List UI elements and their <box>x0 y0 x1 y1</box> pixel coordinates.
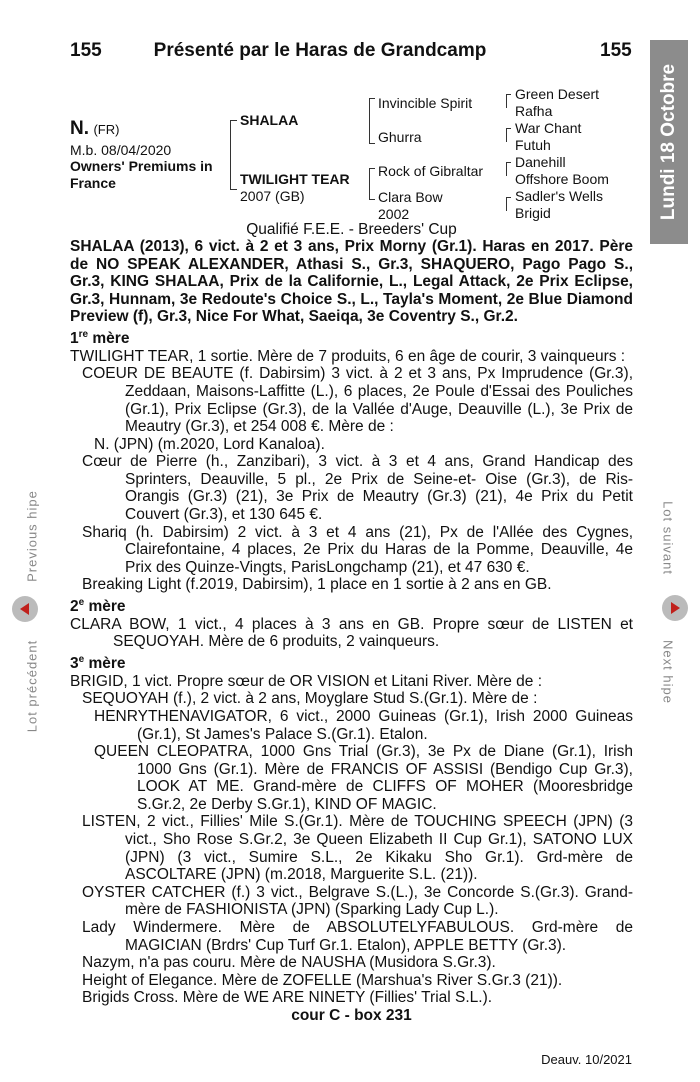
qualification-line: Qualifié F.E.E. - Breeders' Cup <box>246 221 457 238</box>
stable-box: cour C - box 231 <box>291 1007 412 1024</box>
bracket-line <box>369 143 375 144</box>
progeny-oyster-catcher: OYSTER CATCHER (f.) 3 vict., Belgrave S.(L.), 3e Concorde S.(Gr.3). Grand-mère de FASHIONISTA (JPN) (Sparking Lady Cup L.). <box>82 883 633 919</box>
second-dam-entry: CLARA BOW, 1 vict., 4 places à 3 ans en GB. Propre sœur de LISTEN et SEQUOYAH. Mère de 6 produits, 2 vainqueurs. <box>70 615 633 651</box>
bracket-line <box>506 162 507 176</box>
next-lot-button[interactable] <box>662 595 688 621</box>
great-grandparent-2: Rafha <box>515 103 553 119</box>
sale-reference: Deauv. 10/2021 <box>541 1052 632 1067</box>
dam-name: TWILIGHT TEAR <box>240 171 350 187</box>
section-first-dam <box>70 326 633 348</box>
sire-paragraph: SHALAA (2013), 6 vict. à 2 et 3 ans, Prix Morny (Gr.1). Haras en 2017. Père de NO SPEAK ALEXANDER, Athasi S., Gr.3, SHAQUERO, Pago Pago S., Gr.3, KING SHALAA, Prix de la Californie, L., Legal Attack, 2e Prix Eclipse, Gr.3, Hunnam, 3e Redoute's Choice S., L., Tayla's Moment, 2e Blue Diamond Preview (f), Gr.3, Nice For What, Saeiqa, 3e Coventry S., Gr.2. <box>70 238 633 326</box>
progeny-sequoyah: SEQUOYAH (f.), 2 vict. à 2 ans, Moyglare Stud S.(Gr.1). Mère de : <box>82 690 538 708</box>
previous-lot-fr-label: Lot précédent <box>24 639 40 733</box>
section-third-dam <box>70 651 633 673</box>
section-number: 1 <box>70 330 79 348</box>
section-superscript: e <box>78 653 85 665</box>
section-word: mère <box>88 330 130 348</box>
great-grandparent-6: Offshore Boom <box>515 171 609 187</box>
great-grandparent-3: War Chant <box>515 120 582 136</box>
progeny-queen-cleopatra: QUEEN CLEOPATRA, 1000 Gns Trial (Gr.3), 3e Px de Diane (Gr.1), Irish 1000 Gns (Gr.1). Mère de FRANCIS OF ASSISI (Bendigo Cup Gr.3), LOOK AT ME. Grand-mère de CLIFFS OF MOHER (Mooresbridge S.Gr.2, 2e Derby S.Gr.1), KIND OF MAGIC. <box>94 743 633 813</box>
progeny-brigids-cross: Brigids Cross. Mère de WE ARE NINETY (Fillies' Trial S.L.). <box>82 989 493 1007</box>
arrow-right-icon <box>668 601 682 615</box>
page-number-right: 155 <box>600 40 632 61</box>
pedigree-body <box>70 238 633 1025</box>
grandsire-1: Invincible Spirit <box>378 95 473 111</box>
great-grandparent-7: Sadler's Wells <box>515 188 603 204</box>
progeny-n-jpn: N. (JPN) (m.2020, Lord Kanaloa). <box>94 435 325 453</box>
horse-birth: M.b. 08/04/2020 <box>70 142 172 158</box>
progeny-coeur-de-beaute: COEUR DE BEAUTE (f. Dabirsim) 3 vict. à 2 et 3 ans, Px Imprudence (Gr.3), Zeddaan, Maisons-Laffitte (L.), 6 places, 2e Poule d'Essai des Pouliches (Gr.1), Prix Eclipse (Gr.3), de la Vallée d'Auge, Deauville (L.), 3e Prix de Meautry (Gr.3), et 254 008 €. Mère de : <box>82 365 633 436</box>
great-grandparent-5: Danehill <box>515 154 566 170</box>
section-second-dam <box>70 594 633 616</box>
owners-premium-line2: France <box>70 175 116 191</box>
bracket-line <box>369 199 375 200</box>
previous-lot-button[interactable] <box>12 596 38 622</box>
great-grandparent-4: Futuh <box>515 137 551 153</box>
section-word: mère <box>84 598 126 616</box>
bracket-line <box>506 94 507 108</box>
bracket-line <box>230 189 237 190</box>
date-side-tab-label: Lundi 18 Octobre <box>658 63 679 221</box>
bracket-line <box>369 98 370 144</box>
next-lot-en-label: Next hipe <box>660 640 676 704</box>
bracket-line <box>506 128 507 142</box>
dam-detail: 2007 (GB) <box>240 188 305 204</box>
grandsire-3: Rock of Gibraltar <box>378 163 484 179</box>
progeny-nazym: Nazym, n'a pas couru. Mère de NAUSHA (Musidora S.Gr.3). <box>82 954 496 972</box>
page-title: Présenté par le Haras de Grandcamp <box>153 40 487 61</box>
previous-lot-en-label: Previous hipe <box>24 490 40 582</box>
previous-lot-nav[interactable] <box>12 478 52 748</box>
bracket-line <box>506 94 511 95</box>
bracket-line <box>230 120 237 121</box>
section-superscript: e <box>78 597 85 609</box>
section-number: 2 <box>70 598 79 616</box>
grandsire-4: Clara Bow <box>378 189 443 205</box>
bracket-line <box>506 128 511 129</box>
bracket-line <box>506 162 511 163</box>
bracket-line <box>506 197 507 211</box>
grandsire-2: Ghurra <box>378 129 422 145</box>
bracket-line <box>230 120 231 190</box>
horse-country: (FR) <box>93 122 120 137</box>
bracket-line <box>506 197 511 198</box>
arrow-left-icon <box>18 602 32 616</box>
great-grandparent-1: Green Desert <box>515 86 600 102</box>
progeny-height-of-elegance: Height of Elegance. Mère de ZOFELLE (Marshua's River S.Gr.3 (21)). <box>82 971 563 989</box>
progeny-coeur-de-pierre: Cœur de Pierre (h., Zanzibari), 3 vict. à 3 et 4 ans, Grand Handicap des Sprinters, Deauville, 5 pl., 2e Prix de Seine-et- Oise (Gr.3), de Ris-Orangis (Gr.3) (21), 3e Prix de Meautry (Gr.3) (21), 4e Prix du Petit Couvert (Gr.3), et 130 645 €. <box>82 453 633 524</box>
grandsire-4-year: 2002 <box>378 206 410 222</box>
sire-name: SHALAA <box>240 112 299 128</box>
progeny-listen: LISTEN, 2 vict., Fillies' Mile S.(Gr.1). Mère de TOUCHING SPEECH (JPN) (3 vict., Sho Rose S.Gr.2, 3e Queen Elizabeth II Cup Gr.1), SATONO LUX (JPN) (3 vict., Sumire S.L., 2e Kikaku Sho Gr.1). Grd-mère de ASCOLTARE (JPN) (m.2018, Marguerite S.L. (21)). <box>82 813 633 884</box>
bracket-line <box>369 98 375 99</box>
owners-premium-line1: Owners' Premiums in <box>70 158 213 174</box>
great-grandparent-8: Brigid <box>515 205 551 221</box>
section-number: 3 <box>70 655 79 673</box>
next-lot-nav[interactable] <box>648 490 688 720</box>
section-word: mère <box>84 655 126 673</box>
date-side-tab <box>650 40 688 244</box>
progeny-breaking-light: Breaking Light (f.2019, Dabirsim), 1 place en 1 sortie à 2 ans en GB. <box>82 576 552 594</box>
bracket-line <box>369 168 370 200</box>
section-superscript: re <box>78 328 89 340</box>
progeny-shariq: Shariq (h. Dabirsim) 2 vict. à 3 et 4 ans (21), Px de l'Allée des Cygnes, Clairefontaine, 4 places, 2e Prix du Haras de la Pomme, Deauville, 4e Prix des Quinze-Vingts, ParisLongchamp (21), et 47 630 €. <box>82 523 633 576</box>
horse-name-text: N. <box>70 118 89 139</box>
dam-entry: TWILIGHT TEAR, 1 sortie. Mère de 7 produits, 6 en âge de courir, 3 vainqueurs : <box>70 347 626 365</box>
third-dam-entry: BRIGID, 1 vict. Propre sœur de OR VISION et Litani River. Mère de : <box>70 672 543 690</box>
progeny-lady-windermere: Lady Windermere. Mère de ABSOLUTELYFABULOUS. Grd-mère de MAGICIAN (Brdrs' Cup Turf Gr.1. Etalon), APPLE BETTY (Gr.3). <box>82 919 633 954</box>
next-lot-fr-label: Lot suivant <box>660 501 676 575</box>
page-number-left: 155 <box>70 40 102 61</box>
horse-name <box>70 118 119 140</box>
progeny-henrythenavigator: HENRYTHENAVIGATOR, 6 vict., 2000 Guineas (Gr.1), Irish 2000 Guineas (Gr.1), St James's Palace S.(Gr.1). Etalon. <box>94 707 633 743</box>
bracket-line <box>369 168 375 169</box>
